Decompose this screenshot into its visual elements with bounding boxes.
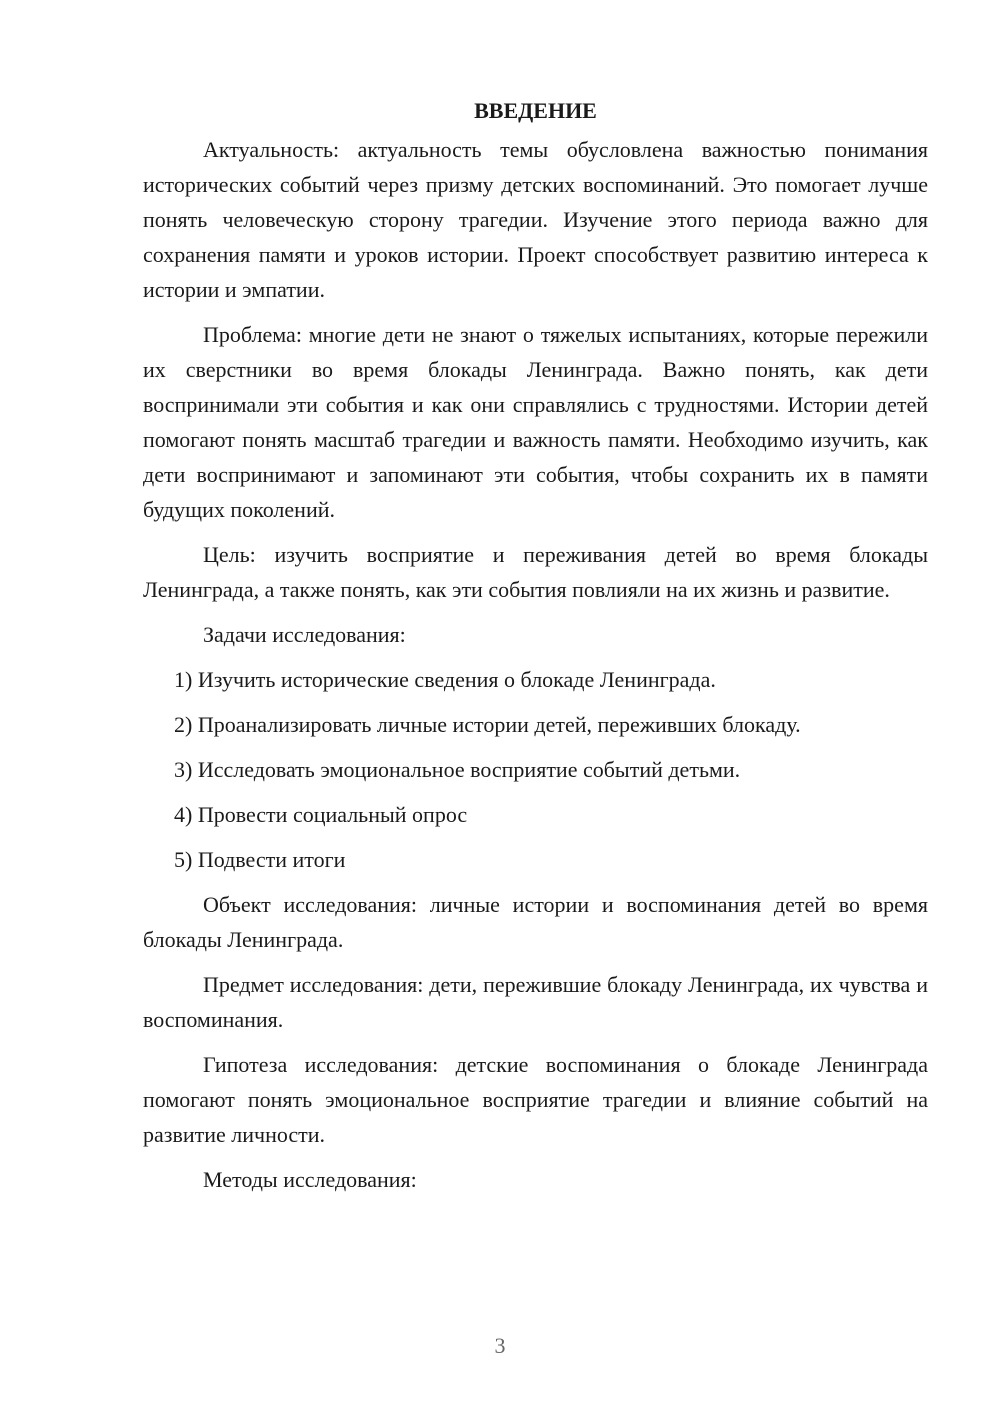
list-item: 2) Проанализировать личные истории детей, переживших блокаду. [174, 712, 801, 737]
paragraph-relevance: Актуальность: актуальность темы обусловлена важностью понимания исторических событий через призму детских воспоминаний. Это помогает лучше понять человеческую сторону трагедии. Изучение этого периода важно для сохранения памяти и уроков истории. Проект способствует развитию интереса к истории и эмпатии. [143, 137, 928, 302]
paragraph-tasks-heading: Задачи исследования: [203, 622, 406, 647]
list-item: 1) Изучить исторические сведения о блокаде Ленинграда. [174, 667, 716, 692]
paragraph-methods-heading: Методы исследования: [203, 1167, 417, 1192]
document-page [143, 96, 928, 1207]
paragraph-object: Объект исследования: личные истории и воспоминания детей во время блокады Ленинграда. [143, 892, 928, 952]
paragraph-subject: Предмет исследования: дети, пережившие блокаду Ленинграда, их чувства и воспоминания. [143, 972, 928, 1032]
list-item: 4) Провести социальный опрос [174, 802, 468, 827]
list-item: 5) Подвести итоги [174, 847, 346, 872]
tasks-list [143, 662, 928, 877]
paragraph-hypothesis: Гипотеза исследования: детские воспоминания о блокаде Ленинграда помогают понять эмоциональное восприятие трагедии и влияние событий на развитие личности. [143, 1052, 928, 1147]
page-number: 3 [494, 1333, 506, 1358]
list-item: 3) Исследовать эмоциональное восприятие событий детьми. [174, 757, 741, 782]
section-title: ВВЕДЕНИЕ [474, 98, 597, 123]
paragraph-problem: Проблема: многие дети не знают о тяжелых испытаниях, которые пережили их сверстники во время блокады Ленинграда. Важно понять, как дети воспринимали эти события и как они справлялись с трудностями. Истории детей помогают понять масштаб трагедии и важность памяти. Необходимо изучить, как дети воспринимают и запоминают эти события, чтобы сохранить их в памяти будущих поколений. [143, 322, 928, 522]
paragraph-goal: Цель: изучить восприятие и переживания детей во время блокады Ленинграда, а также понять, как эти события повлияли на их жизнь и развитие. [143, 542, 928, 602]
